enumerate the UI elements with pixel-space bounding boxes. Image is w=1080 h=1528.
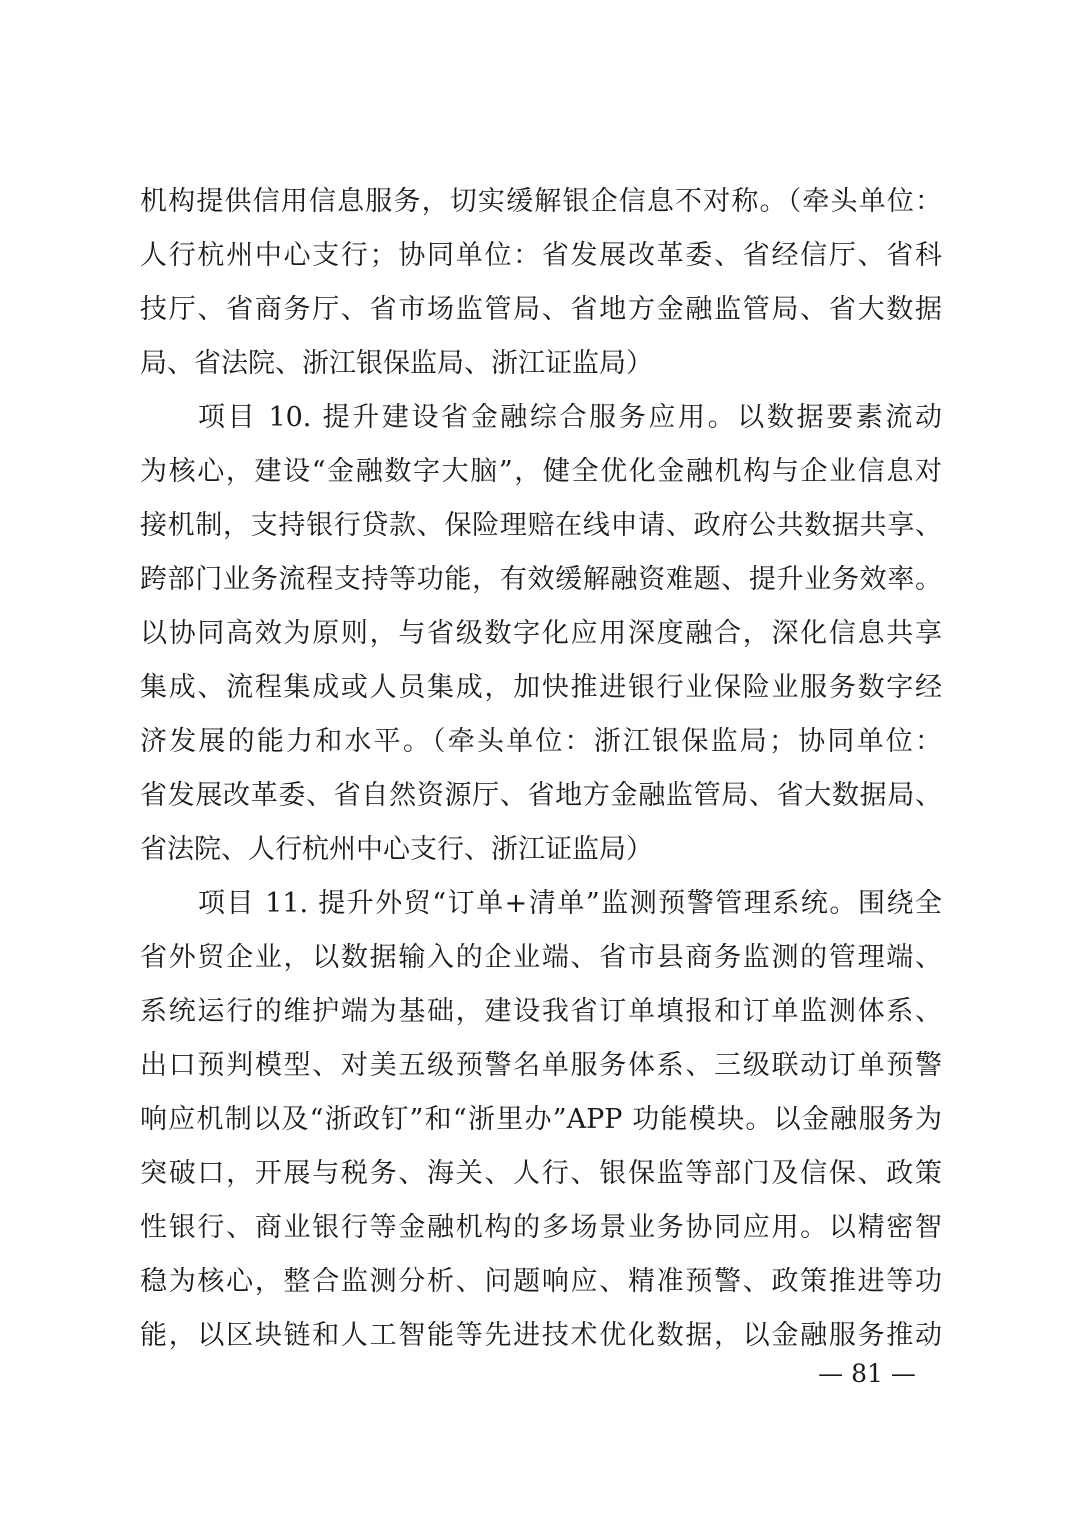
text-line: 响应机制以及“浙政钉”和“浙里办”APP 功能模块。以金融服务为 xyxy=(140,1104,942,1135)
paragraph-start-project-11: 项目 11. 提升外贸“订单+清单”监测预警管理系统。围绕全 xyxy=(198,888,942,919)
text-line: 为核心，建设“金融数字大脑”，健全优化金融机构与企业信息对 xyxy=(140,456,942,487)
text-line: 接机制，支持银行贷款、保险理赔在线申请、政府公共数据共享、 xyxy=(140,510,942,541)
text-line: 省发展改革委、省自然资源厅、省地方金融监管局、省大数据局、 xyxy=(140,780,942,811)
text-line: 局、省法院、浙江银保监局、浙江证监局） xyxy=(140,348,653,379)
text-line: 系统运行的维护端为基础，建设我省订单填报和订单监测体系、 xyxy=(140,996,942,1027)
text-line: 人行杭州中心支行；协同单位：省发展改革委、省经信厅、省科 xyxy=(140,240,942,271)
text-line: 济发展的能力和水平。（牵头单位：浙江银保监局；协同单位： xyxy=(140,726,942,757)
paragraph-start-project-10: 项目 10. 提升建设省金融综合服务应用。以数据要素流动 xyxy=(198,402,942,433)
document-body xyxy=(140,175,942,1363)
text-line: 性银行、商业银行等金融机构的多场景业务协同应用。以精密智 xyxy=(140,1212,942,1243)
page-number: — 81 — xyxy=(818,1359,916,1388)
text-line: 省外贸企业，以数据输入的企业端、省市县商务监测的管理端、 xyxy=(140,942,942,973)
text-line: 集成、流程集成或人员集成，加快推进银行业保险业服务数字经 xyxy=(140,672,942,703)
text-line: 跨部门业务流程支持等功能，有效缓解融资难题、提升业务效率。 xyxy=(140,564,942,595)
text-line: 以协同高效为原则，与省级数字化应用深度融合，深化信息共享 xyxy=(140,618,942,649)
text-line: 出口预判模型、对美五级预警名单服务体系、三级联动订单预警 xyxy=(140,1050,942,1081)
text-line: 机构提供信用信息服务，切实缓解银企信息不对称。（牵头单位： xyxy=(140,186,942,217)
text-line: 能，以区块链和人工智能等先进技术优化数据，以金融服务推动 xyxy=(140,1320,942,1351)
text-line: 省法院、人行杭州中心支行、浙江证监局） xyxy=(140,834,653,865)
text-line: 稳为核心，整合监测分析、问题响应、精准预警、政策推进等功 xyxy=(140,1266,942,1297)
text-line: 技厅、省商务厅、省市场监管局、省地方金融监管局、省大数据 xyxy=(140,294,942,325)
text-line: 突破口，开展与税务、海关、人行、银保监等部门及信保、政策 xyxy=(140,1158,942,1189)
